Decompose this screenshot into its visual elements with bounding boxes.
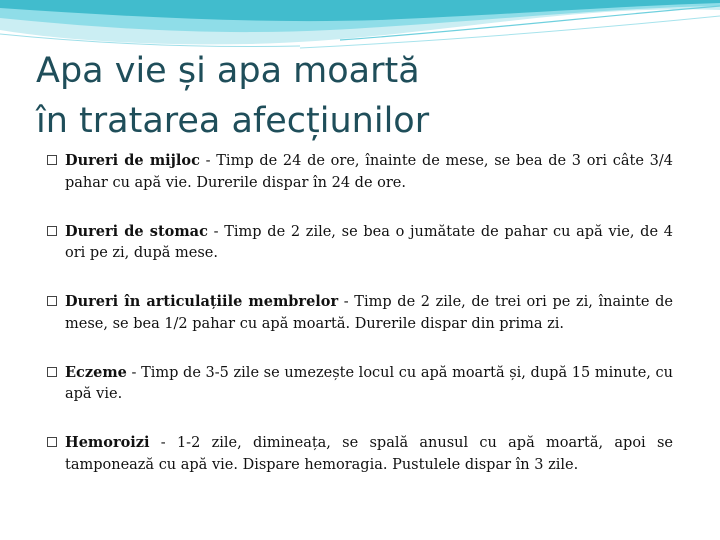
title-line-1: Apa vie și apa moartă bbox=[36, 51, 420, 91]
bullet-item bbox=[47, 291, 673, 335]
bullet-term: Eczeme bbox=[65, 363, 127, 381]
empty-square-icon bbox=[47, 226, 57, 236]
slide-title bbox=[36, 46, 696, 146]
bullet-item bbox=[47, 362, 673, 406]
bullet-text: - Timp de 24 de ore, înainte de mese, se bea de 3 ori câte 3/4 pahar cu apă vie. Durerile dispar în 24 de ore. bbox=[65, 153, 673, 191]
bullet-term: Dureri în articulațiile membrelor bbox=[65, 293, 339, 310]
bullet-text: - Timp de 2 zile, de trei ori pe zi, înainte de mese, se bea 1/2 pahar cu apă moartă. Durerile dispar din prima zi. bbox=[65, 294, 673, 332]
bullet-term: Dureri de stomac bbox=[65, 222, 208, 240]
title-line-2: în tratarea afecțiunilor bbox=[36, 101, 430, 141]
bullet-text: - Timp de 3-5 zile se umezește locul cu apă moartă și, după 15 minute, cu apă vie. bbox=[65, 364, 673, 402]
empty-square-icon bbox=[47, 437, 57, 447]
bullet-term: Hemoroizi bbox=[65, 434, 150, 451]
bullet-text: - Timp de 2 zile, se bea o jumătate de pahar cu apă vie, de 4 ori pe zi, după mese. bbox=[65, 223, 673, 261]
bullet-item bbox=[47, 221, 673, 265]
bullet-item bbox=[47, 432, 673, 476]
empty-square-icon bbox=[47, 367, 57, 377]
bullet-list bbox=[47, 150, 673, 503]
bullet-item bbox=[47, 150, 673, 194]
empty-square-icon bbox=[47, 296, 57, 306]
bullet-term: Dureri de mijloc bbox=[65, 152, 200, 169]
bullet-text: - 1-2 zile, dimineața, se spală anusul cu apă moartă, apoi se tamponează cu apă vie. Dispare hemoragia. Pustulele dispar în 3 zile. bbox=[65, 435, 673, 473]
empty-square-icon bbox=[47, 155, 57, 165]
